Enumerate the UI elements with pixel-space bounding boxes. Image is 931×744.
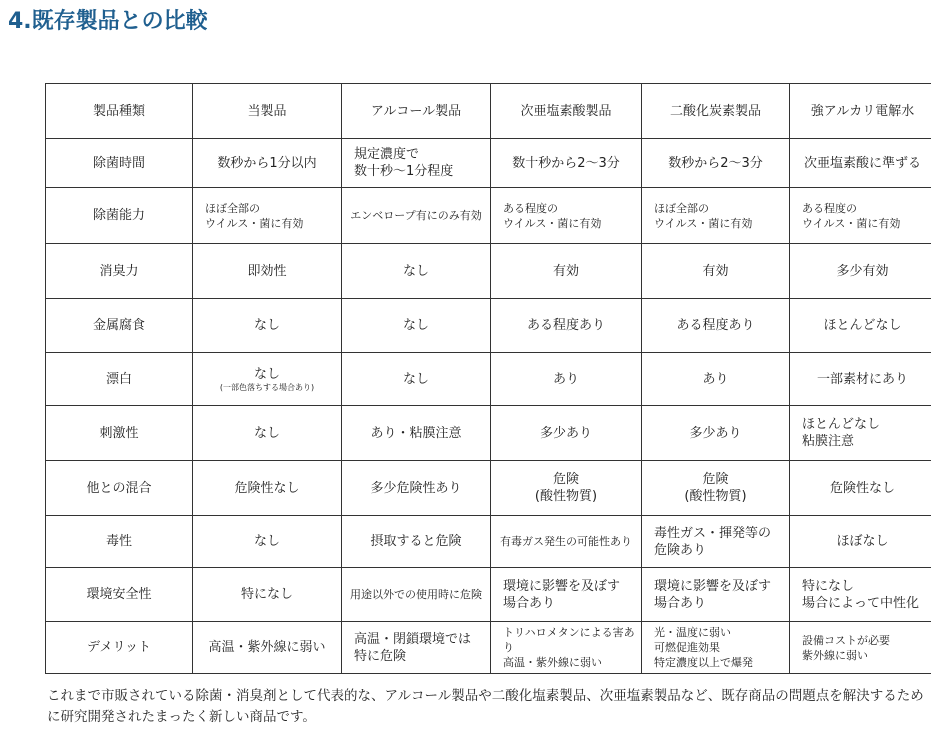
table-cell: [342, 353, 491, 406]
table-cell: [790, 244, 931, 299]
row-label: 消臭力: [46, 244, 193, 299]
cell-text: あり: [552, 371, 579, 387]
table-cell: [342, 299, 491, 353]
table-cell: [491, 516, 642, 568]
table-cell: [642, 568, 790, 622]
table-cell: [193, 622, 342, 674]
table-cell: [193, 139, 342, 188]
cell-text: 用途以外での使用時に危険: [350, 588, 482, 601]
row-label: 環境安全性: [46, 568, 193, 622]
cell-text: ほぼなし: [836, 534, 889, 549]
row-label: デメリット: [46, 622, 193, 674]
table-cell: [790, 568, 931, 622]
header-cell: 二酸化炭素製品: [642, 84, 790, 139]
cell-text: ほとんどなし 粘膜注意: [802, 417, 881, 449]
table-cell: [491, 139, 642, 188]
cell-note: (一部色落ちする場合あり): [219, 382, 315, 392]
header-cell: 当製品: [193, 84, 342, 139]
table-cell: [193, 406, 342, 461]
cell-text: 危険性なし: [829, 480, 895, 496]
cell-text: 特になし 場合によって中性化: [802, 578, 920, 611]
table-row: [46, 516, 931, 568]
cell-text: ある程度あり: [676, 318, 755, 333]
cell-text: ほぼ全部の ウイルス・菌に有効: [654, 201, 753, 230]
cell-text: ある程度の ウイルス・菌に有効: [503, 201, 602, 230]
cell-text: ある程度の ウイルス・菌に有効: [802, 201, 901, 230]
cell-text: 数十秒から2〜3分: [512, 155, 620, 171]
header-cell: 製品種類: [46, 84, 193, 139]
cell-text: 次亜塩素酸に準ずる: [803, 155, 921, 171]
cell-text: 高温・紫外線に弱い: [208, 640, 326, 655]
table-cell: [342, 622, 491, 674]
header-cell: 強アルカリ電解水: [790, 84, 931, 139]
table-row: [46, 299, 931, 353]
table-cell: [342, 568, 491, 622]
table-cell: [193, 568, 342, 622]
cell-text: エンベロープ有にのみ有効: [350, 209, 482, 222]
table-cell: [342, 516, 491, 568]
cell-text: トリハロメタンによる害あり 高温・紫外線に弱い: [503, 626, 635, 669]
table-cell: [642, 299, 790, 353]
table-cell: [491, 406, 642, 461]
cell-text: なし: [402, 263, 429, 279]
cell-text: 危険 (酸性物質): [684, 472, 747, 504]
table-cell: [790, 188, 931, 244]
cell-text: 摂取すると危険: [370, 534, 462, 549]
cell-text: 危険 (酸性物質): [534, 472, 598, 504]
table-cell: [642, 353, 790, 406]
table-cell: [642, 244, 790, 299]
table-cell: [642, 188, 790, 244]
footer-text: これまで市販されている除菌・消臭剤として代表的な、アルコール製品や二酸化塩素製品、次亜塩素製品など、既存商品の問題点を解決するために研究開発されたまったく新しい商品です。: [47, 688, 924, 725]
section-title: 4.既存製品との比較: [8, 9, 208, 34]
cell-text: 環境に影響を及ぼす 場合あり: [503, 578, 621, 611]
row-label: 他との混合: [46, 461, 193, 516]
cell-text: 多少危険性あり: [370, 480, 462, 496]
cell-text: あり: [702, 371, 729, 387]
table-cell: [193, 516, 342, 568]
cell-text: なし: [253, 318, 280, 333]
cell-text: あり・粘膜注意: [370, 425, 462, 441]
table-row: [46, 244, 931, 299]
cell-text: ほとんどなし: [823, 318, 902, 333]
row-label: 刺激性: [46, 406, 193, 461]
table-cell: [491, 299, 642, 353]
table-cell: [342, 139, 491, 188]
table-cell: [790, 299, 931, 353]
table-cell: [491, 461, 642, 516]
row-label: 除菌能力: [46, 188, 193, 244]
row-label: 毒性: [46, 516, 193, 568]
header-cell: アルコール製品: [342, 84, 491, 139]
table-row: [46, 568, 931, 622]
table-row: [46, 406, 931, 461]
table-row: [46, 461, 931, 516]
row-label: 漂白: [46, 353, 193, 406]
cell-text: なし: [402, 318, 429, 333]
table-cell: [790, 139, 931, 188]
row-label: 除菌時間: [46, 139, 193, 188]
cell-text: 特になし: [240, 587, 293, 602]
table-cell: [342, 188, 491, 244]
cell-text: 高温・閉鎖環境では 特に危険: [354, 631, 472, 664]
table-cell: [193, 188, 342, 244]
cell-text: 有効: [702, 263, 729, 279]
cell-text: 有効: [552, 263, 579, 279]
cell-text: ほぼ全部の ウイルス・菌に有効: [205, 201, 304, 230]
table-row: [46, 139, 931, 188]
table-cell: [491, 244, 642, 299]
cell-text: 多少あり: [539, 425, 592, 441]
cell-text: 規定濃度で 数十秒〜1分程度: [354, 147, 454, 179]
table-cell: [790, 516, 931, 568]
table-cell: [193, 299, 342, 353]
cell-text: 数秒から1分以内: [217, 155, 317, 171]
cell-text: 毒性ガス・揮発等の 危険あり: [654, 525, 772, 558]
comparison-table: [45, 83, 931, 674]
table-cell: [642, 622, 790, 674]
table-cell: [342, 406, 491, 461]
cell-text: 光・温度に弱い 可燃促進効果 特定濃度以上で爆発: [654, 626, 753, 669]
table-cell: [491, 622, 642, 674]
table-cell: [491, 353, 642, 406]
cell-text: なし: [402, 371, 429, 387]
table-cell: [491, 188, 642, 244]
table-cell: [342, 244, 491, 299]
table-cell: [642, 406, 790, 461]
table-cell: [642, 516, 790, 568]
table-row: [46, 622, 931, 674]
cell-text: 有毒ガス発生の可能性あり: [500, 535, 632, 548]
header-row: [46, 84, 931, 139]
cell-text: 即効性: [247, 263, 287, 279]
table-cell: [642, 461, 790, 516]
cell-text: ある程度あり: [526, 318, 605, 333]
cell-text: なし: [253, 366, 280, 382]
header-cell: 次亜塩素酸製品: [491, 84, 642, 139]
table-cell: [790, 461, 931, 516]
cell-text: 一部素材にあり: [816, 371, 908, 387]
cell-text: 多少あり: [689, 425, 742, 441]
table-cell: [193, 244, 342, 299]
table-cell: [790, 622, 931, 674]
table-row: [46, 353, 931, 406]
table-cell: [642, 139, 790, 188]
cell-text: 数秒から2〜3分: [668, 155, 763, 171]
table-row: [46, 188, 931, 244]
cell-text: 多少有効: [836, 263, 889, 279]
table-cell: [790, 406, 931, 461]
table-cell: [193, 461, 342, 516]
row-label: 金属腐食: [46, 299, 193, 353]
table-cell: [193, 353, 342, 406]
table-cell: [342, 461, 491, 516]
cell-text: なし: [253, 425, 280, 441]
table-cell: [790, 353, 931, 406]
cell-text: 設備コストが必要 紫外線に弱い: [802, 633, 890, 662]
cell-text: 危険性なし: [234, 480, 300, 496]
cell-text: なし: [253, 534, 280, 549]
table-cell: [491, 568, 642, 622]
cell-text: 環境に影響を及ぼす 場合あり: [654, 578, 772, 611]
